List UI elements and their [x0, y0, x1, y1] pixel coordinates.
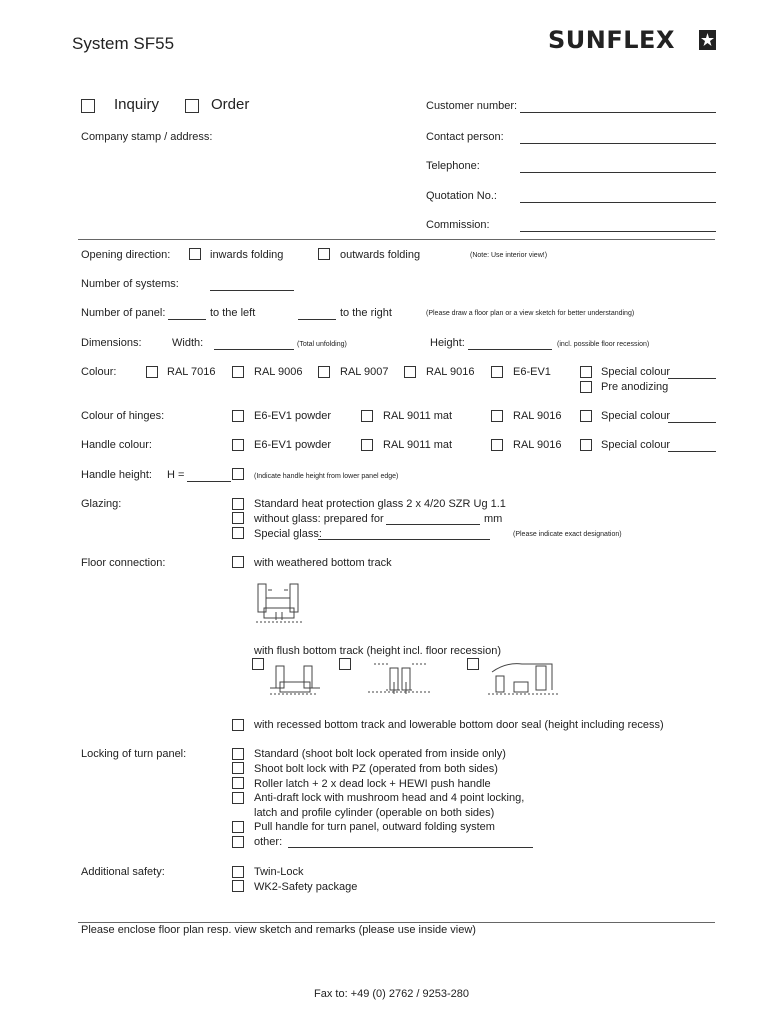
handle-height-checkbox[interactable]: [232, 468, 244, 480]
hinges-ral9016-label: RAL 9016: [513, 410, 562, 422]
ral-9006-checkbox[interactable]: [232, 366, 244, 378]
handle-special-label: Special colour: [601, 439, 671, 451]
glazing-standard-label: Standard heat protection glass 2 x 4/20 SZR Ug 1.1: [254, 498, 506, 510]
hinges-special-field[interactable]: [668, 422, 716, 423]
hinges-label: Colour of hinges:: [81, 410, 165, 422]
weathered-track-checkbox[interactable]: [232, 556, 244, 568]
locking-pz-checkbox[interactable]: [232, 762, 244, 774]
locking-antidraft-label: Anti-draft lock with mushroom head and 4 point locking,: [254, 792, 525, 804]
flush-track-3-checkbox[interactable]: [467, 658, 479, 670]
hinges-e6-checkbox[interactable]: [232, 410, 244, 422]
locking-other-label: other:: [254, 836, 283, 848]
ral-9016-checkbox[interactable]: [404, 366, 416, 378]
handle-ral9011-checkbox[interactable]: [361, 439, 373, 451]
handle-ral9016-label: RAL 9016: [513, 439, 562, 451]
footer-divider: [78, 922, 715, 923]
height-note: (incl. possible floor recession): [557, 341, 650, 348]
hinges-ral9011-label: RAL 9011 mat: [383, 410, 453, 422]
glazing-without-checkbox[interactable]: [232, 512, 244, 524]
commission-field[interactable]: [520, 231, 716, 232]
fax-number: Fax to: +49 (0) 2762 / 9253-280: [314, 988, 470, 1000]
flush-track-1-sketch: [270, 662, 320, 700]
opening-note: (Note: Use interior view!): [470, 252, 548, 259]
glazing-without-label: without glass: prepared for: [254, 513, 384, 525]
customer-number-label: Customer number:: [426, 100, 518, 112]
handle-colour-label: Handle colour:: [81, 439, 152, 451]
locking-other-checkbox[interactable]: [232, 836, 244, 848]
dimensions-label: Dimensions:: [81, 337, 142, 349]
quotation-label: Quotation No.:: [426, 190, 497, 202]
locking-pz-label: Shoot bolt lock with PZ (operated from both sides): [254, 763, 498, 775]
telephone-label: Telephone:: [426, 160, 480, 172]
e6-ev1-label: E6-EV1: [513, 366, 551, 378]
width-note: (Total unfolding): [297, 341, 347, 348]
handle-height-note: (Indicate handle height from lower panel edge): [254, 473, 399, 480]
inwards-folding-label: inwards folding: [210, 249, 284, 261]
handle-height-field[interactable]: [187, 481, 231, 482]
locking-standard-label: Standard (shoot bolt lock operated from inside only): [254, 748, 506, 760]
sunflex-logo: SUNFLEX: [548, 26, 675, 54]
locking-roller-checkbox[interactable]: [232, 777, 244, 789]
flush-track-2-sketch: [368, 662, 432, 700]
handle-special-checkbox[interactable]: [580, 439, 592, 451]
divider: [78, 239, 715, 240]
hinges-special-checkbox[interactable]: [580, 410, 592, 422]
number-of-systems-field[interactable]: [210, 290, 294, 291]
locking-pull-handle-checkbox[interactable]: [232, 821, 244, 833]
contact-person-label: Contact person:: [426, 131, 504, 143]
special-colour-checkbox[interactable]: [580, 366, 592, 378]
special-colour-label: Special colour: [601, 366, 671, 378]
inquiry-checkbox[interactable]: [81, 99, 95, 113]
glazing-note: (Please indicate exact designation): [513, 531, 622, 538]
telephone-field[interactable]: [520, 172, 716, 173]
inquiry-label: Inquiry: [114, 96, 160, 113]
width-label: Width:: [172, 337, 204, 349]
pre-anodizing-checkbox[interactable]: [580, 381, 592, 393]
twin-lock-label: Twin-Lock: [254, 866, 304, 878]
colour-label: Colour:: [81, 366, 117, 378]
panels-left-field[interactable]: [168, 319, 206, 320]
panels-right-label: to the right: [340, 307, 392, 319]
recessed-track-checkbox[interactable]: [232, 719, 244, 731]
glazing-special-field[interactable]: [318, 539, 490, 540]
ral-7016-checkbox[interactable]: [146, 366, 158, 378]
order-label: Order: [211, 96, 250, 113]
company-stamp-label: Company stamp / address:: [81, 131, 213, 143]
pre-anodizing-label: Pre anodizing: [601, 381, 669, 393]
quotation-field[interactable]: [520, 202, 716, 203]
inwards-folding-checkbox[interactable]: [189, 248, 201, 260]
wk2-safety-label: WK2-Safety package: [254, 881, 358, 893]
locking-roller-label: Roller latch + 2 x dead lock + HEWI push handle: [254, 778, 491, 790]
handle-special-field[interactable]: [668, 451, 716, 452]
customer-number-field[interactable]: [520, 112, 716, 113]
flush-track-2-checkbox[interactable]: [339, 658, 351, 670]
panels-right-field[interactable]: [298, 319, 336, 320]
outwards-folding-checkbox[interactable]: [318, 248, 330, 260]
handle-height-h: H =: [167, 469, 185, 481]
ral-9007-checkbox[interactable]: [318, 366, 330, 378]
flush-track-3-sketch: [488, 658, 558, 700]
e6-ev1-checkbox[interactable]: [491, 366, 503, 378]
number-of-panels-label: Number of panel:: [81, 307, 165, 319]
ral-9007-label: RAL 9007: [340, 366, 389, 378]
special-colour-field[interactable]: [668, 378, 716, 379]
handle-ral9011-label: RAL 9011 mat: [383, 439, 453, 451]
glazing-without-field[interactable]: [386, 524, 480, 525]
locking-pull-handle-label: Pull handle for turn panel, outward folding system: [254, 821, 495, 833]
locking-label: Locking of turn panel:: [81, 748, 187, 760]
weathered-track-label: with weathered bottom track: [254, 557, 392, 569]
width-field[interactable]: [214, 349, 294, 350]
panels-note: (Please draw a floor plan or a view sketch for better understanding): [426, 310, 635, 317]
twin-lock-checkbox[interactable]: [232, 866, 244, 878]
handle-e6-label: E6-EV1 powder: [254, 439, 332, 451]
enclose-note: Please enclose floor plan resp. view sketch and remarks (please use inside view): [81, 924, 476, 936]
wk2-safety-checkbox[interactable]: [232, 880, 244, 892]
system-title: System SF55: [72, 34, 175, 53]
locking-antidraft-checkbox[interactable]: [232, 792, 244, 804]
hinges-e6-label: E6-EV1 powder: [254, 410, 332, 422]
glazing-mm-label: mm: [484, 513, 503, 525]
order-checkbox[interactable]: [185, 99, 199, 113]
handle-height-label: Handle height:: [81, 469, 152, 481]
locking-standard-checkbox[interactable]: [232, 748, 244, 760]
additional-safety-label: Additional safety:: [81, 866, 165, 878]
hinges-ral9016-checkbox[interactable]: [491, 410, 503, 422]
glazing-special-checkbox[interactable]: [232, 527, 244, 539]
hinges-ral9011-checkbox[interactable]: [361, 410, 373, 422]
glazing-special-label: Special glass:: [254, 528, 322, 540]
ral-7016-label: RAL 7016: [167, 366, 216, 378]
handle-e6-checkbox[interactable]: [232, 439, 244, 451]
opening-direction-label: Opening direction:: [81, 249, 171, 261]
weathered-track-sketch: [254, 578, 306, 628]
sun-star-icon: [699, 30, 716, 50]
recessed-track-label: with recessed bottom track and lowerable bottom door seal (height including recess): [254, 719, 664, 731]
handle-ral9016-checkbox[interactable]: [491, 439, 503, 451]
glazing-standard-checkbox[interactable]: [232, 498, 244, 510]
panels-left-label: to the left: [210, 307, 256, 319]
height-field[interactable]: [468, 349, 552, 350]
commission-label: Commission:: [426, 219, 490, 231]
number-of-systems-label: Number of systems:: [81, 278, 179, 290]
glazing-label: Glazing:: [81, 498, 122, 510]
outwards-folding-label: outwards folding: [340, 249, 421, 261]
height-label: Height:: [430, 337, 465, 349]
hinges-special-label: Special colour: [601, 410, 671, 422]
ral-9016-label: RAL 9016: [426, 366, 475, 378]
locking-other-field[interactable]: [288, 847, 533, 848]
contact-person-field[interactable]: [520, 143, 716, 144]
flush-track-1-checkbox[interactable]: [252, 658, 264, 670]
locking-antidraft-label-cont: latch and profile cylinder (operable on both sides): [254, 807, 495, 819]
floor-connection-label: Floor connection:: [81, 557, 166, 569]
flush-track-label: with flush bottom track (height incl. floor recession): [254, 645, 501, 657]
ral-9006-label: RAL 9006: [254, 366, 303, 378]
